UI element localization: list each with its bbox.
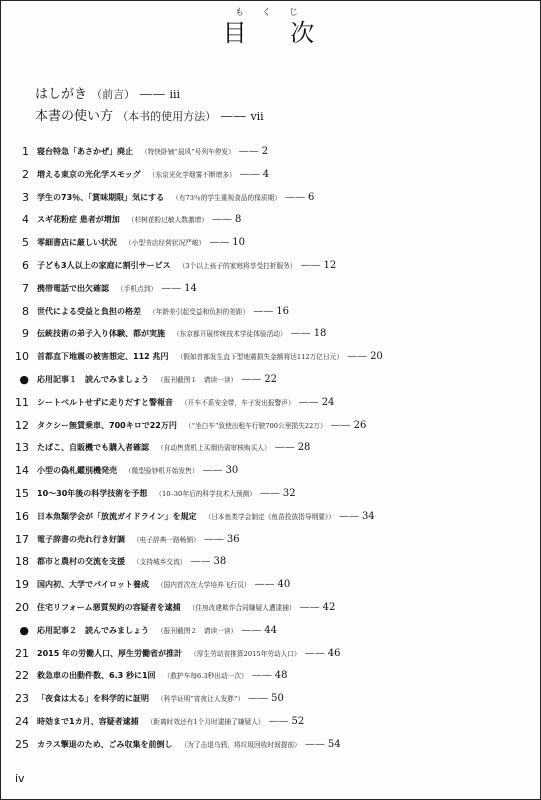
entry-page-number: 22 [264, 373, 277, 385]
entry-number: 5 [22, 235, 29, 249]
toc-entry [1, 531, 541, 547]
entry-page-number: 50 [271, 692, 284, 704]
entry-number: 13 [15, 440, 29, 454]
entry-title-jp: 「夜食は太る」を科学的に証明 [37, 693, 149, 703]
entry-title-jp: 首都直下地震の被害想定、112 兆円 [37, 351, 169, 361]
entry-title-zh: （3个以上孩子的家庭将享受打折服务） [178, 262, 297, 270]
entry-leader: —— [241, 373, 262, 385]
entry-page-number: 12 [323, 259, 337, 271]
front-matter-usage [35, 105, 264, 124]
entry-page-number: 10 [232, 236, 245, 248]
usage-zh: （本书的使用方法） [117, 110, 217, 123]
toc-entry [1, 143, 541, 159]
entry-title-jp: 日本魚類学会が「放流ガイドライン」を規定 [37, 511, 197, 521]
toc-entry [1, 622, 541, 638]
toc-entry [1, 645, 541, 661]
entry-leader: —— [338, 510, 359, 522]
toc-entry [1, 462, 541, 478]
toc-entry [1, 736, 541, 752]
entry-title-zh: （东京都开展传统技术学徒体验活动） [173, 330, 287, 338]
entry-leader: —— [161, 282, 182, 294]
entry-page-number: 42 [322, 601, 336, 613]
entry-leader: —— [190, 555, 211, 567]
entry-title-zh: （报刊截图２ 请读一读） [157, 627, 238, 635]
entry-page-number: 26 [353, 419, 367, 431]
entry-leader: —— [347, 350, 368, 362]
entry-number: 15 [15, 486, 29, 500]
entry-number: 20 [15, 600, 29, 614]
bullet-icon: ● [19, 372, 29, 386]
entry-number: 4 [22, 212, 29, 226]
toc-entry [1, 690, 541, 706]
entry-title-jp: 救急車の出動件数、6.3 秒に1回 [37, 670, 156, 680]
entry-title-zh: （国内首次在大学培养飞行员） [156, 581, 251, 589]
entry-title-zh: （10–30年后的科学技术大预测） [155, 490, 256, 498]
entry-title-jp: 寝台特急「あさかぜ」廃止 [37, 146, 133, 156]
entry-page-number: 44 [264, 624, 277, 636]
entry-title-jp: カラス撃退のため、ごみ収集を前倒し [37, 739, 173, 749]
entry-number: 9 [22, 326, 29, 340]
toc-entry [1, 280, 541, 296]
entry-title-zh: （微型验钞机开始发售） [125, 467, 199, 475]
entry-leader: —— [254, 578, 275, 590]
entry-leader: —— [304, 738, 325, 750]
entry-page-number: 6 [307, 191, 315, 203]
entry-page-number: 4 [262, 168, 270, 180]
entry-number: 25 [15, 737, 29, 751]
toc-entry [1, 371, 541, 387]
entry-title-jp: 10～30年後の科学技術を予想 [37, 488, 148, 498]
entry-number: 22 [15, 668, 29, 682]
entry-number: 2 [22, 167, 29, 181]
entry-title-zh: （距离时效还有1个月时逮捕了嫌疑人） [146, 718, 265, 726]
toc-entry [1, 599, 541, 615]
entry-title-jp: 携帯電話で出欠確認 [37, 283, 109, 293]
entry-page-number: 54 [327, 738, 341, 750]
entry-number: 24 [15, 714, 29, 728]
entry-number: 16 [15, 509, 29, 523]
toc-entry [1, 667, 541, 683]
entry-page-number: 16 [276, 305, 290, 317]
entry-title-zh: （开车不系安全带，车子发出报警声） [181, 399, 295, 407]
entry-number: 3 [22, 190, 29, 204]
entry-leader: —— [298, 396, 319, 408]
entry-title-zh: （电子辞典一路畅销） [133, 536, 200, 544]
toc-entry [1, 166, 541, 182]
entry-number: 11 [15, 395, 29, 409]
entry-title-jp: 伝統技術の弟子入り体験、都が実施 [37, 328, 165, 338]
entry-title-jp: 学生の73％、「賞味期限」気にする [37, 192, 165, 202]
entry-title-zh: （假如首都发生直下型地震损失金额将达112万亿日元） [176, 353, 344, 361]
entry-title-jp: 増える東京の光化学スモッグ [37, 169, 141, 179]
entry-number: 23 [15, 691, 29, 705]
toc-entry [1, 417, 541, 433]
entry-page-number: 34 [361, 510, 375, 522]
entry-leader: —— [300, 259, 321, 271]
entry-page-number: 32 [282, 487, 296, 499]
entry-title-jp: 都市と農村の交流を支援 [37, 556, 125, 566]
entry-leader: —— [290, 327, 311, 339]
entry-title-zh: （支持城乡交流） [133, 558, 187, 566]
entry-number: 17 [15, 532, 29, 546]
entry-title-jp: 時効まで1カ月、容疑者逮捕 [37, 716, 139, 726]
page-folio: iv [15, 772, 25, 785]
entry-leader: —— [304, 647, 325, 659]
title-ruby: もくじ [234, 8, 316, 18]
entry-leader: —— [239, 168, 260, 180]
toc-entry [1, 508, 541, 524]
entry-title-jp: 零細書店に厳しい状況 [37, 237, 117, 247]
toc-entry [1, 713, 541, 729]
preface-label: はしがき [35, 87, 88, 102]
entry-leader: —— [259, 487, 280, 499]
entry-title-zh: （科学证明“宵夜让人发胖”） [157, 695, 245, 703]
entry-page-number: 8 [235, 213, 242, 225]
entry-page-number: 24 [321, 396, 335, 408]
toc-entry [1, 439, 541, 455]
entry-number: 10 [15, 349, 29, 363]
entry-title-jp: 子ども3人以上の家庭に割引サービス [37, 260, 171, 270]
usage-leader: —— [220, 109, 247, 124]
toc-entry [1, 257, 541, 273]
entry-title-jp: 電子辞書の売れ行き好調 [37, 534, 125, 544]
entry-title-jp: 応用記事２ 読んでみましょう [37, 625, 149, 635]
entry-leader: —— [274, 441, 295, 453]
entry-title-jp: 国内初、大学でパイロット養成 [37, 579, 149, 589]
entry-leader: —— [268, 715, 289, 727]
toc-entry [1, 189, 541, 205]
entry-number: 7 [22, 281, 29, 295]
entry-title-zh: （小型书店经营状况严峻） [125, 239, 206, 247]
entry-number: 6 [22, 258, 29, 272]
entry-page-number: 20 [370, 350, 383, 362]
entry-page-number: 40 [277, 578, 291, 590]
entry-title-zh: （自动售货机上买烟仍需审核购买人） [157, 444, 271, 452]
front-matter-preface [35, 83, 180, 102]
entry-number: 8 [22, 304, 29, 318]
toc-entry [1, 211, 541, 227]
entry-title-zh: （杉树花粉过敏人数激增） [127, 216, 209, 224]
entry-page-number: 30 [225, 464, 239, 476]
entry-page-number: 38 [213, 555, 227, 567]
entry-leader: —— [330, 419, 351, 431]
entry-title-zh: （救护车每6.3秒出动一次） [163, 672, 248, 680]
entry-title-zh: （“坐白车”致使出租车行驶700公里损失22万） [184, 422, 327, 430]
toc-entry [1, 303, 541, 319]
entry-page-number: 2 [261, 145, 269, 157]
entry-leader: —— [212, 213, 233, 225]
entry-title-zh: （报刊截图１ 请读一读） [157, 376, 238, 384]
toc-entry [1, 325, 541, 341]
entry-page-number: 46 [327, 647, 341, 659]
entry-number: 21 [15, 646, 29, 660]
entry-title-jp: たばこ、自販機でも購入者確認 [37, 442, 149, 452]
page-title: 目 次 [222, 19, 333, 47]
entry-number: 19 [15, 577, 29, 591]
entry-leader: —— [202, 464, 223, 476]
toc-entry [1, 348, 541, 364]
entry-page-number: 52 [291, 715, 305, 727]
entry-title-jp: 住宅リフォーム悪質契約の容疑者を逮捕 [37, 602, 181, 612]
title-block [1, 5, 540, 48]
entry-title-jp: 世代による受益と負担の格差 [37, 306, 141, 316]
entry-title-zh: （厚生劳动省推算2015年劳动人口） [190, 650, 301, 658]
entry-title-zh: （手机点到） [117, 285, 158, 293]
entry-number: 18 [15, 554, 29, 568]
entry-page-number: 14 [184, 282, 197, 294]
entry-page-number: 18 [313, 327, 327, 339]
usage-label: 本書の使い方 [35, 109, 114, 124]
entry-page-number: 28 [297, 441, 311, 453]
entry-title-zh: （特快卧铺“晨风”号列车停发） [141, 148, 235, 156]
entry-leader: —— [253, 305, 274, 317]
entry-leader: —— [209, 236, 230, 248]
usage-page: vii [250, 110, 264, 123]
entry-leader: —— [299, 601, 320, 613]
entry-number: 12 [15, 418, 29, 432]
entry-number: 1 [22, 144, 29, 158]
entry-number: 14 [15, 463, 29, 477]
entry-title-jp: シートベルトせずに走りだすと警報音 [37, 397, 173, 407]
entry-title-jp: スギ花粉症 患者が増加 [37, 214, 120, 224]
entry-page-number: 36 [226, 533, 240, 545]
preface-leader: —— [139, 87, 166, 102]
entry-page-number: 48 [274, 669, 288, 681]
entry-leader: —— [203, 533, 224, 545]
entry-title-zh: （日本鱼类学会制定《鱼苗投放指导纲要》） [204, 513, 335, 521]
toc-entry [1, 576, 541, 592]
entry-title-jp: タクシー無賃乗車、700キロで22万円 [37, 420, 177, 430]
toc-entry [1, 234, 541, 250]
entry-title-zh: （为了击退乌鸦，将垃圾回收时间提前） [180, 741, 301, 749]
entry-leader: —— [241, 624, 262, 636]
preface-zh: （前言） [91, 88, 136, 101]
entry-title-zh: （东京光化学烟雾不断增多） [148, 171, 236, 179]
entry-title-zh: （住房改建欺诈合同嫌疑人遭逮捕） [188, 604, 296, 612]
entry-title-zh: （年龄差引起受益和负担的差距） [149, 308, 250, 316]
preface-page: iii [169, 88, 180, 101]
entry-leader: —— [251, 669, 272, 681]
entry-title-jp: 2015 年の労働人口、厚生労働省が推計 [37, 648, 183, 658]
entry-title-jp: 応用記事１ 読んでみましょう [37, 374, 149, 384]
entry-title-jp: 小型の偽札鑑別機発売 [37, 465, 117, 475]
entry-title-zh: （有73％的学生重视食品的保质期） [172, 194, 281, 202]
entry-leader: —— [238, 145, 259, 157]
bullet-icon: ● [19, 623, 29, 637]
toc-entry [1, 553, 541, 569]
toc-entry [1, 394, 541, 410]
toc-entry [1, 485, 541, 501]
entry-leader: —— [248, 692, 269, 704]
entry-leader: —— [284, 191, 305, 203]
